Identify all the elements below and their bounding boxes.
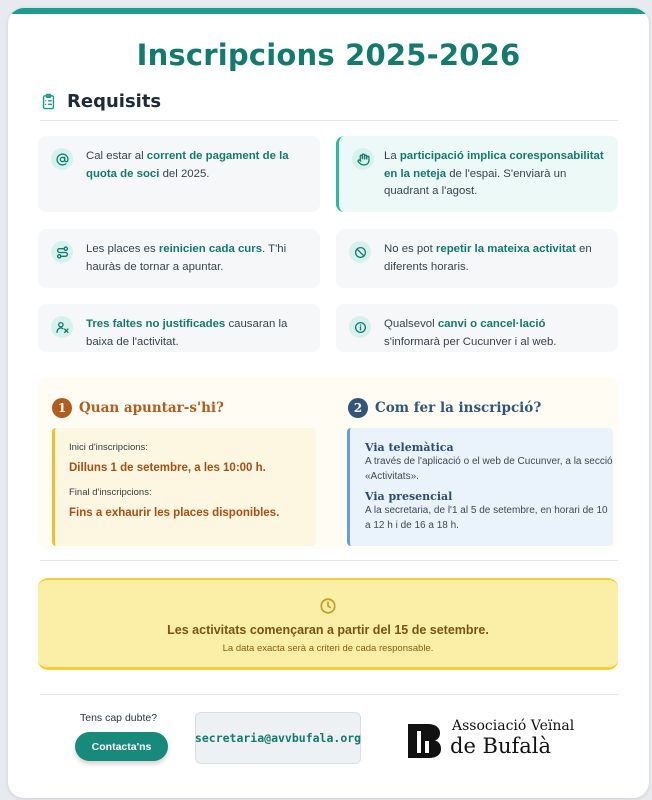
methods-box xyxy=(347,428,613,546)
step-when xyxy=(52,398,224,418)
requirements-title: Requisits xyxy=(67,91,162,112)
requirement-text: La participació implica coresponsabilitat en la neteja de l'espai. S'enviarà un quadrant a l'agost. xyxy=(384,150,604,197)
requirement-text: No es pot repetir la mateixa activitat en diferents horaris. xyxy=(384,243,592,273)
step-number: 1 xyxy=(52,398,72,418)
user-x-icon xyxy=(51,316,73,338)
notice-main-text: Les activitats començaran a partir del 15 de setembre. xyxy=(167,623,489,637)
inperson-method-title: Via presencial xyxy=(365,490,453,503)
page-title: Inscripcions 2025-2026 xyxy=(136,38,521,72)
requirement-card-reset xyxy=(38,229,320,288)
footer-divider xyxy=(40,694,618,695)
top-accent-bar xyxy=(8,8,649,14)
requirement-card-absences xyxy=(38,304,320,352)
inperson-method-text: A la secretaria, de l'1 al 5 de setembre, en horari de 10 a 12 h i de 16 a 18 h. xyxy=(365,505,608,531)
step-how xyxy=(348,398,541,418)
logo-mark-icon xyxy=(406,722,442,760)
online-method-title: Via telemàtica xyxy=(365,441,454,454)
ban-icon xyxy=(349,241,371,263)
requirement-card-changes xyxy=(336,304,618,352)
start-label: Inici d'inscripcions: xyxy=(69,442,148,453)
contact-button[interactable]: Contacta'ns xyxy=(75,732,168,761)
end-value: Fins a exhaurir les places disponibles. xyxy=(69,507,280,519)
requirement-text: Cal estar al corrent de pagament de la quota de soci del 2025. xyxy=(86,150,289,180)
info-icon xyxy=(349,316,371,338)
doubt-question: Tens cap dubte? xyxy=(80,712,158,724)
step-number: 2 xyxy=(348,398,368,418)
dates-box xyxy=(52,428,316,546)
requirements-heading xyxy=(40,91,161,112)
association-logo xyxy=(406,718,575,762)
registration-card xyxy=(8,8,649,798)
requirement-text: Tres faltes no justificades causaran la baixa de l'activitat. xyxy=(86,318,288,348)
requirement-card-payment xyxy=(38,136,320,212)
logo-line-1: Associació Veïnal xyxy=(452,718,575,734)
notice-sub-text: La data exacta serà a criteri de cada responsable. xyxy=(222,643,434,654)
requirement-card-cleaning xyxy=(336,136,618,212)
end-label: Final d'inscripcions: xyxy=(69,487,152,498)
hand-icon xyxy=(352,148,374,170)
start-value: Dilluns 1 de setembre, a les 10:00 h. xyxy=(69,462,266,474)
step-title: Com fer la inscripció? xyxy=(375,400,542,416)
start-date-notice xyxy=(38,578,618,670)
email-address[interactable]: secretaria@avvbufala.org xyxy=(195,712,361,764)
divider xyxy=(40,560,618,561)
at-sign-icon xyxy=(51,148,73,170)
requirement-text: Les places es reinicien cada curs. T'hi hauràs de tornar a apuntar. xyxy=(86,243,287,273)
divider xyxy=(40,120,618,121)
clipboard-list-icon xyxy=(40,93,57,110)
step-title: Quan apuntar-s'hi? xyxy=(79,400,224,416)
clock-icon xyxy=(319,597,337,615)
route-icon xyxy=(51,241,73,263)
requirement-text: Qualsevol canvi o cancel·lació s'informarà per Cucunver i al web. xyxy=(384,318,557,348)
logo-line-2: de Bufalà xyxy=(450,734,552,758)
requirement-card-repeat xyxy=(336,229,618,288)
online-method-text: A través de l'aplicació o el web de Cucunver, a la secció «Activitats». xyxy=(365,456,613,482)
